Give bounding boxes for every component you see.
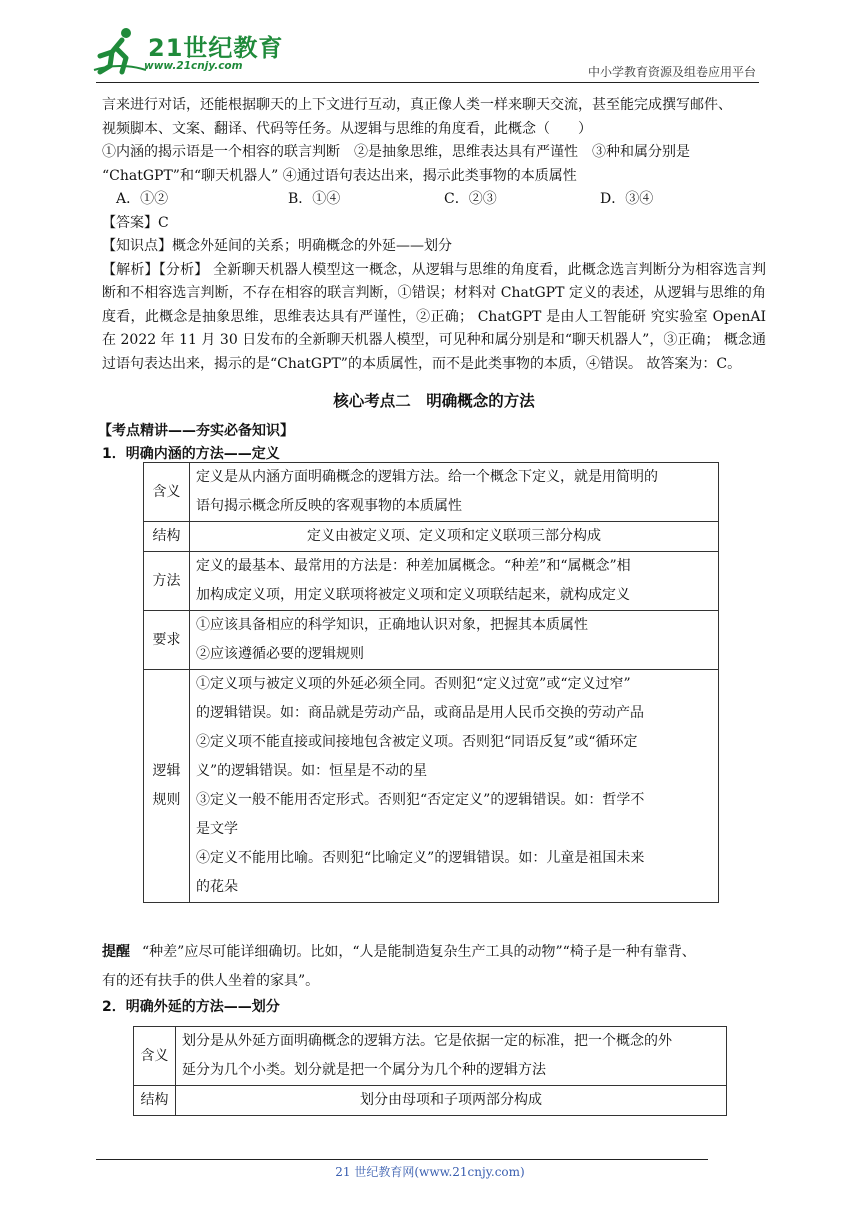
tip-text: 有的还有扶手的供人坐着的家具”。 [102, 973, 320, 989]
row-line: ④定义不能用比喻。否则犯“比喻定义”的逻辑错误。如：儿童是祖国未来 [196, 850, 645, 866]
definition-table [143, 462, 719, 903]
row-line: ②定义项不能直接或间接地包含被定义项。否则犯“同语反复”或“循环定 [196, 734, 638, 750]
row-label: 含义 [134, 1027, 176, 1086]
logo-text: 21世纪教育 [148, 34, 284, 62]
row-line: 语句揭示概念所反映的客观事物的本质属性 [196, 498, 462, 514]
row-line: 定义由被定义项、定义项和定义联项三部分构成 [307, 528, 601, 544]
row-content [190, 522, 719, 552]
option-d[interactable]: D．③④ [600, 191, 654, 207]
row-content [176, 1086, 727, 1116]
section-title: 核心考点二 明确概念的方法 [333, 392, 535, 410]
knowledge-line: 【知识点】概念外延间的关系；明确概念的外延——划分 [102, 238, 452, 254]
tip-text: “种差”应尽可能详细确切。比如，“人是能制造复杂生产工具的动物”“椅子是一种有靠背、 [142, 944, 696, 960]
answer-options [102, 188, 766, 212]
row-label-line: 逻辑 [152, 763, 181, 779]
row-content [176, 1027, 727, 1086]
row-line: ①应该具备相应的科学知识，正确地认识对象，把握其本质属性 [196, 617, 588, 633]
row-content [190, 670, 719, 903]
table-row [144, 522, 719, 552]
table-row [144, 611, 719, 670]
row-line: 划分由母项和子项两部分构成 [360, 1092, 542, 1108]
footer-divider [96, 1159, 708, 1160]
row-line: 延分为几个小类。划分就是把一个属分为几个种的逻辑方法 [182, 1062, 546, 1078]
row-label: 方法 [144, 552, 190, 611]
row-line: 加构成定义项，用定义联项将被定义项和定义项联结起来，就构成定义 [196, 587, 630, 603]
row-line: 划分是从外延方面明确概念的逻辑方法。它是依据一定的标准，把一个概念的外 [182, 1033, 672, 1049]
row-line: 的花朵 [196, 879, 238, 895]
site-logo[interactable] [92, 26, 284, 82]
statements-line: ①内涵的揭示语是一个相容的联言判断 ②是抽象思维，思维表达具有严谨性 ③种和属分别是 [102, 144, 690, 160]
header-divider [96, 82, 759, 83]
row-line: 是文学 [196, 821, 238, 837]
table-row [134, 1027, 727, 1086]
footer-link[interactable]: 21 世纪教育网(www.21cnjy.com) [335, 1165, 525, 1179]
row-line: 定义是从内涵方面明确概念的逻辑方法。给一个概念下定义，就是用简明的 [196, 469, 658, 485]
option-b[interactable]: B．①④ [288, 191, 341, 207]
answer-line: 【答案】C [102, 214, 169, 231]
row-line: 义”的逻辑错误。如：恒星是不动的星 [196, 763, 428, 779]
row-content [190, 611, 719, 670]
question-line: 言来进行对话，还能根据聊天的上下文进行互动，真正像人类一样来聊天交流，甚至能完成撰写邮件、 [102, 97, 732, 113]
question-line: 视频脚本、文案、翻译、代码等任务。从逻辑与思维的角度看，此概念（ ） [102, 120, 592, 137]
row-line: 定义的最基本、最常用的方法是：种差加属概念。“种差”和“属概念”相 [196, 558, 631, 574]
question-content [98, 94, 766, 467]
row-content [190, 552, 719, 611]
table-row [134, 1086, 727, 1116]
row-label: 要求 [144, 611, 190, 670]
statements-line: “ChatGPT”和“聊天机器人” ④通过语句表达出来，揭示此类事物的本质属性 [102, 167, 577, 184]
table-row [144, 552, 719, 611]
table-row [144, 670, 719, 903]
row-label: 含义 [144, 463, 190, 522]
row-label: 结构 [144, 522, 190, 552]
row-line: ①定义项与被定义项的外延必须全同。否则犯“定义过宽”或“定义过窄” [196, 676, 631, 692]
part2-heading: 2．明确外延的方法——划分 [102, 999, 280, 1015]
runner-logo-icon [92, 26, 148, 76]
part1-heading: 1．明确内涵的方法——定义 [102, 446, 280, 462]
row-content [190, 463, 719, 522]
logo-url: www.21cnjy.com [144, 60, 243, 72]
option-c[interactable]: C．②③ [444, 191, 497, 207]
row-label-line: 规则 [152, 792, 181, 808]
row-label [144, 670, 190, 903]
page-header [0, 0, 860, 90]
row-label: 结构 [134, 1086, 176, 1116]
row-line: ③定义一般不能用否定形式。否则犯“否定定义”的逻辑错误。如：哲学不 [196, 792, 645, 808]
option-a[interactable]: A．①② [116, 191, 169, 207]
platform-name: 中小学教育资源及组卷应用平台 [587, 65, 756, 79]
analysis-text: 【解析】【分析】 全新聊天机器人模型这一概念，从逻辑与思维的角度看，此概念选言判断分为相容选言判断和不相容选言判断，不存在相容的联言判断，①错误；材料对 ChatGPT 定义的表述，从逻辑与思维的角度看，此概念是抽象思维，思维表达具有严谨性，②正确； ChatGPT 是由人工智能研 究实验室 OpenAI 在 2022 年 11 月 30 日发布的全新聊天机器人模型，可见种和属分别是和“聊天机器人”，③正确； 概念通过语句表达出来，揭示的是“ChatGPT”的本质属性，而不是此类事物的本质，④错误。 故答案为：C。 [102, 261, 766, 372]
row-line: ②应该遵循必要的逻辑规则 [196, 646, 364, 662]
row-line: 的逻辑错误。如：商品就是劳动产品，或商品是用人民币交换的劳动产品 [196, 705, 644, 721]
tip-note [102, 938, 766, 996]
tip-keyword: 提醒 [102, 944, 130, 960]
division-table [133, 1026, 727, 1116]
section-subtitle: 【考点精讲——夯实必备知识】 [98, 422, 294, 439]
table-row [144, 463, 719, 522]
